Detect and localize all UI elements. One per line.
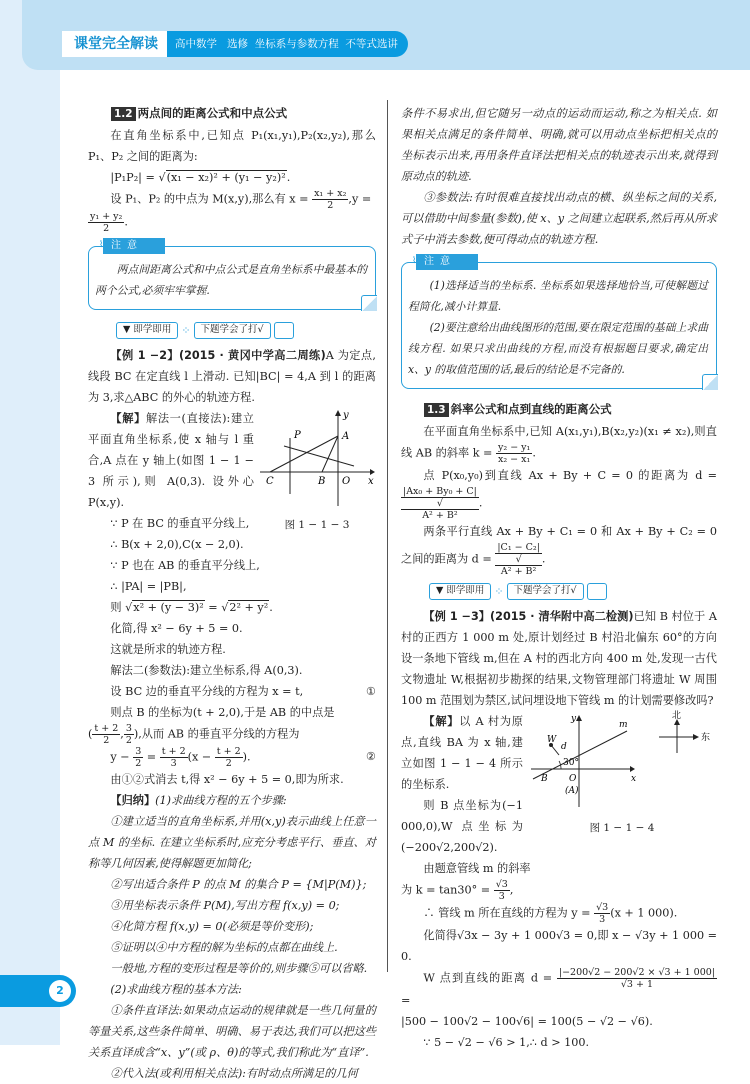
- summary-heading-2: (2)求曲线方程的基本方法:: [110, 983, 242, 996]
- section-1-2-heading: [88, 103, 376, 124]
- midpoint-formula-cont: $\frac{\text{y₁ + y₂}}{2}$ .: [90, 211, 128, 234]
- solution-line: 则 √x² + (y − 3)² = √2² + y².: [110, 601, 273, 614]
- check-box[interactable]: [587, 583, 607, 600]
- solution-line: 则点 B 的坐标为(t + 2,0),于是 AB 的中点是: [110, 706, 335, 719]
- solution-line: ∴ B(x + 2,0),C(x − 2,0).: [110, 538, 244, 551]
- note-tag: 注意: [103, 238, 165, 254]
- solution-1: 【解】解法一(直接法):建立平面直角坐标系,使 x 轴与 l 重合,A 点在 y 轴上(如图 1 − 1 − 3 所示),则 A(0,3). 设外心 P(x,y).: [88, 412, 254, 509]
- label-x: x: [631, 774, 637, 784]
- method-continued: 条件不易求出,但它随另一动点的运动而运动,称之为相关点. 如果相关点满足的条件简单、明确,就可以用动点坐标把相关点的坐标表示出来,再用条件直译法把相关点的轨迹表示出来,就得到原动点的轨迹.: [401, 107, 717, 183]
- label-east: 东: [701, 733, 711, 743]
- link-icon: ⁘: [181, 324, 191, 337]
- section-badge: 1.3: [424, 403, 449, 417]
- label-o: O: [342, 476, 351, 487]
- solution-line: y − $\frac{3}{2}$ = $\frac{t + 2}{3}$ (x − $\frac{t + 2}{2}$ ). ②: [110, 746, 376, 769]
- solution-1: 【解】以 A 村为原点,直线 BA 为 x 轴,建立如图 1 − 1 − 4 所示的坐标系.: [401, 715, 523, 791]
- figure-1-1-3: [258, 408, 376, 536]
- y-axis-arrow: [576, 715, 582, 721]
- method-param: ③参数法:有时很难直接找出动点的横、纵坐标之间的关系,可以借助中间参量(参数),使 x、y 之间建立起联系,然后再从所求式子中消去参数,便可得动点的轨迹方程.: [401, 191, 717, 246]
- midpoint-formula: 设 P₁、P₂ 的中点为 M(x,y),那么有 x = $\frac{\text{x₁ + x₂}}{2}$ ,y =: [110, 188, 372, 211]
- solution-line: 这就是所求的轨迹方程.: [110, 643, 226, 656]
- label-x: x: [368, 476, 374, 487]
- section-1-3-heading: [401, 399, 717, 420]
- note-box: [401, 256, 717, 389]
- solution-line: ∴ 管线 m 所在直线的方程为 y = $\frac{√3}{3}$ (x + 1 000).: [423, 902, 678, 925]
- paragraph: 在直角坐标系中,已知点 P₁(x₁,y₁),P₂(x₂,y₂),那么 P₁、P₂ 之间的距离为:: [88, 129, 376, 163]
- page-number: 2: [49, 980, 71, 1002]
- summary-step: ③用坐标表示条件 P(M),写出方程 f(x,y) = 0;: [110, 899, 340, 912]
- label-north: 北: [672, 711, 682, 721]
- figure-1-1-4: [527, 711, 717, 839]
- label-y: y: [343, 410, 349, 421]
- check-box[interactable]: [274, 322, 294, 339]
- practice-label: ▼ 即学即用: [116, 322, 178, 339]
- summary-method: ①条件直译法:如果动点运动的规律就是一些几何量的等量关系,这些条件简单、明确、易于表达,我们可以把这些关系直译成含“x、y”(或 ρ、θ)的等式,我们称此为“直译”.: [88, 1004, 376, 1059]
- example-1-2: 【例 1 −2】(2015 · 黄冈中学高二周练)A 为定点,线段 BC 在定直线 l 上滑动. 已知|BC| = 4,A 到 l 的距离为 3,求△ABC 的外心的轨迹方程.: [88, 349, 376, 404]
- solution-line: ∵ P 也在 AB 的垂直平分线上,: [110, 559, 260, 572]
- book-subtitle: 高中数学 选修 坐标系与参数方程 不等式选讲: [167, 31, 408, 57]
- parallel-line-distance: 两条平行直线 Ax + By + C₁ = 0 和 Ax + By + C₂ = 0 之间的距离为 d = |C₁ − C₂| √ A² + B² .: [401, 525, 717, 577]
- label-c: C: [266, 476, 274, 487]
- solution-line: 设 BC 边的垂直平分线的方程为 x = t, ①: [110, 685, 376, 698]
- right-column: [401, 103, 717, 1053]
- section-badge: 1.2: [111, 107, 136, 121]
- line-ca: [270, 436, 338, 472]
- note-text: (1)选择适当的坐标系. 坐标系如果选择地恰当,可使解题过程简化,减小计算量.: [408, 279, 708, 313]
- perp-bisector-ab: [284, 446, 354, 466]
- label-angle: 30°: [563, 758, 579, 768]
- summary-heading: 【归纳】(1)求曲线方程的五个步骤:: [110, 794, 287, 807]
- page-curl-icon: [361, 295, 377, 311]
- label-b: B: [541, 774, 548, 784]
- x-axis-arrow: [370, 469, 375, 475]
- line-ba: [322, 436, 338, 472]
- summary-step: ①建立适当的直角坐标系,并用(x,y)表示曲线上任意一点 M 的坐标. 在建立坐标系时,应充分考虑平行、垂直、对称等几何因素,使得解题更加简化;: [88, 815, 376, 870]
- solution-line: 则 B 点坐标为(−1 000,0),W 点坐标为(−200√2,200√2).: [401, 799, 523, 854]
- solution-line: |500 − 100√2 − 100√6| = 100(5 − √2 − √6).: [401, 1015, 653, 1028]
- figure-1-1-4-diagram: [527, 711, 717, 811]
- summary-step: 一般地,方程的变形过程是等价的,则步骤⑤可以省略.: [110, 962, 368, 975]
- practice-label: ▼ 即学即用: [429, 583, 491, 600]
- label-d: d: [561, 742, 567, 752]
- example-1-3: 【例 1 −3】(2015 · 清华附中高二检测)已知 B 村位于 A 村的正西方 1 000 m 处,原计划经过 B 村沿北偏东 60°的方向设一条地下管线 m,但在 A 村的西北方向 400 m 处,发现一古代文物遗址 W,根据初步勘探的结果,文物管理部门将遗址 W 周围 100 m 范围划为禁区,试问埋设地下管线 m 的计划需要修改吗?: [401, 610, 717, 707]
- solution-line: 由①②式消去 t,得 x² − 6y + 5 = 0,即为所求.: [110, 773, 344, 786]
- column-divider: [387, 100, 388, 972]
- left-margin-band: [0, 0, 60, 1045]
- summary-step: ④化简方程 f(x,y) = 0(必须是等价变形);: [110, 920, 314, 933]
- y-axis-arrow: [335, 410, 341, 416]
- note-tag: 注意: [416, 254, 478, 270]
- section-title: 两点间的距离公式和中点公式: [137, 106, 288, 120]
- figure-1-1-3-diagram: [258, 408, 376, 508]
- checkbox-prompt: 下题学会了打√: [194, 322, 271, 339]
- solution-line: ∵ P 在 BC 的垂直平分线上,: [110, 517, 250, 530]
- label-m: m: [619, 720, 628, 730]
- page-curl-icon: [702, 374, 718, 390]
- distance-formula: |P₁P₂| = √(x₁ − x₂)² + (y₁ − y₂)².: [110, 171, 291, 184]
- summary-method: ②代入法(或利用相关点法):有时动点所满足的几何: [110, 1067, 358, 1080]
- point-line-distance: 点 P(x₀,y₀)到直线 Ax + By + C = 0 的距离为 d = |Ax₀ + By₀ + C| √ A² + B² .: [403, 469, 717, 521]
- link-icon: ⁘: [494, 585, 504, 598]
- solution-line: ∵ 5 − √2 − √6 > 1,∴ d > 100.: [423, 1036, 590, 1049]
- note-text: (2)要注意给出曲线图形的范围,要在限定范围的基础上求曲线方程. 如果只求出曲线的方程,而没有根据题目要求,确定出 x、y 的取值范围的话,最后的结论是不完备的.: [408, 321, 708, 376]
- practice-bar: [429, 581, 717, 602]
- solution-line: 化简得√3x − 3y + 1 000√3 = 0,即 x − √3y + 1 000 = 0.: [401, 929, 717, 963]
- figure-caption: 图 1 − 1 − 4: [589, 822, 655, 834]
- east-arrow-icon: [693, 734, 699, 740]
- label-y: y: [571, 714, 577, 724]
- header-title: [62, 31, 408, 57]
- figure-caption: 图 1 − 1 − 3: [284, 519, 350, 531]
- solution-line: 由题意管线 m 的斜率: [423, 862, 531, 875]
- label-o: O: [569, 774, 577, 784]
- practice-bar: [116, 320, 376, 341]
- checkbox-prompt: 下题学会了打√: [507, 583, 584, 600]
- solution-line: 为 k = tan30° = $\frac{√3}{3}$ ,: [401, 879, 514, 902]
- summary-step: ⑤证明以④中方程的解为坐标的点都在曲线上.: [110, 941, 338, 954]
- paperclip-icon: ⌇: [412, 256, 417, 266]
- label-w: W: [547, 735, 557, 745]
- summary-step: ②写出适合条件 P 的点 M 的集合 P = {M|P(M)};: [110, 878, 367, 891]
- book-brand: 课堂完全解读: [62, 31, 167, 57]
- label-b: B: [318, 476, 326, 487]
- slope-formula: 在平面直角坐标系中,已知 A(x₁,y₁),B(x₂,y₂)(x₁ ≠ x₂),则直线 AB 的斜率 k = $\frac{\text{y₂ − y₁}}{\text{x₂ − x₁}}$ .: [401, 425, 717, 465]
- section-title: 斜率公式和点到直线的距离公式: [450, 402, 612, 416]
- label-a: (A): [565, 786, 579, 796]
- x-axis-arrow: [630, 766, 635, 772]
- solution-line: ( $\frac{t + 2}{2}$ , $\frac{3}{2}$ ),从而 AB 的垂直平分线的方程为: [88, 723, 300, 746]
- solution-line: 化简,得 x² − 6y + 5 = 0.: [110, 622, 243, 635]
- label-a: A: [342, 431, 350, 442]
- paperclip-icon: ⌇: [99, 240, 104, 250]
- solution-line: ∴ |PA| = |PB|,: [110, 580, 187, 593]
- note-text: 两点间距离公式和中点公式是直角坐标系中最基本的两个公式,必须牢牢掌握.: [95, 263, 367, 297]
- left-column: [88, 103, 376, 1084]
- label-p: P: [294, 430, 301, 441]
- note-box: [88, 240, 376, 310]
- solution-line: W 点到直线的距离 d = $\frac{|-200√2 - 200√2 \times √3 + 1 000|}{√3 + 1}$ =: [401, 967, 715, 1007]
- solution-line: 解法二(参数法):建立坐标系,得 A(0,3).: [110, 664, 303, 677]
